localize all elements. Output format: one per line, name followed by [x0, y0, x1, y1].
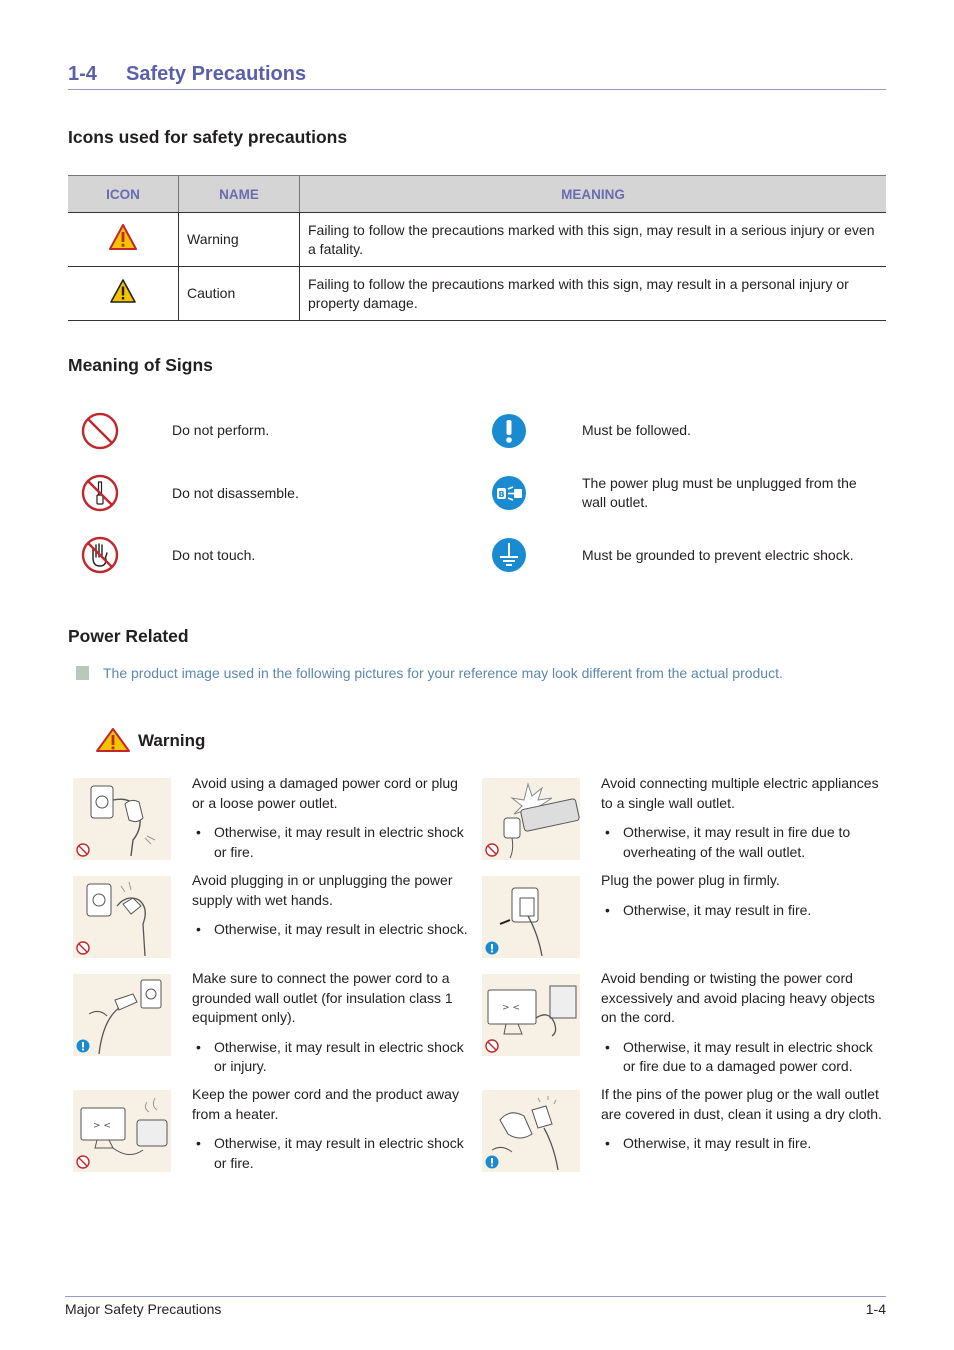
- row-meaning: Failing to follow the precautions marked with this sign, may result in a personal injury or property damage.: [300, 267, 887, 321]
- list-item: [192, 1085, 474, 1173]
- list-item: [601, 871, 883, 920]
- unplug-icon: [490, 474, 528, 512]
- header-icon: ICON: [68, 176, 179, 213]
- item-text: Avoid plugging in or unplugging the power supply with wet hands.: [192, 872, 453, 908]
- item-text: Make sure to connect the power cord to a grounded wall outlet (for insulation class 1 equipment only).: [192, 970, 453, 1025]
- must-follow-icon: [490, 412, 528, 450]
- no-disassemble-icon: [81, 474, 119, 512]
- ground-icon: [490, 536, 528, 574]
- table-row: [68, 213, 886, 267]
- prohibited-icon: [76, 1155, 90, 1169]
- item-text: If the pins of the power plug or the wall outlet are covered in dust, clean it using a dry cloth.: [601, 1086, 882, 1122]
- caution-triangle-icon: [110, 279, 136, 303]
- item-bullet: • Otherwise, it may result in electric shock or injury.: [192, 1038, 474, 1077]
- prohibited-icon: [485, 1039, 499, 1053]
- sign-text: Must be followed.: [582, 422, 691, 438]
- sign-text: Do not touch.: [172, 547, 256, 563]
- warning-label: Warning: [138, 731, 206, 750]
- svg-text:> <: > <: [502, 1003, 520, 1013]
- must-follow-icon: [485, 941, 499, 955]
- footer-left: Major Safety Precautions: [65, 1301, 222, 1317]
- item-text: Keep the power cord and the product away from a heater.: [192, 1086, 459, 1122]
- no-touch-icon: [81, 536, 119, 574]
- prohibited-icon: [76, 843, 90, 857]
- list-item: [601, 1085, 883, 1154]
- item-bullet: • Otherwise, it may result in electric shock or fire.: [192, 823, 474, 862]
- item-text: Avoid using a damaged power cord or plug or a loose power outlet.: [192, 775, 458, 811]
- sign-text: Do not perform.: [172, 422, 270, 438]
- warning-icon-cell: [68, 213, 179, 267]
- table-row: [68, 267, 886, 321]
- must-follow-icon: [76, 1039, 90, 1053]
- illustration-damaged-cord: [73, 778, 171, 860]
- illustration-heater: [73, 1090, 171, 1172]
- section-number: 1-4: [68, 63, 97, 85]
- illustration-wet-hands: [73, 876, 171, 958]
- note: [76, 665, 783, 681]
- page-number: 1-4: [865, 1301, 886, 1317]
- row-name: Caution: [179, 267, 300, 321]
- illustration-bent-cord: [482, 974, 580, 1056]
- icons-heading: Icons used for safety precautions: [68, 127, 348, 147]
- item-text: Plug the power plug in firmly.: [601, 872, 780, 888]
- note-text: The product image used in the following pictures for your reference may look different from the actual product.: [103, 665, 783, 681]
- item-bullet: • Otherwise, it may result in fire.: [601, 1134, 883, 1154]
- list-item: [192, 774, 474, 862]
- caution-icon-cell: [68, 267, 179, 321]
- sign-text: Must be grounded to prevent electric shock.: [582, 547, 854, 563]
- item-bullet: • Otherwise, it may result in electric shock or fire.: [192, 1134, 474, 1173]
- note-icon: [76, 666, 89, 680]
- title-divider: [68, 89, 886, 90]
- icons-table: [68, 175, 886, 321]
- illustration-multiple-plugs: [482, 778, 580, 860]
- item-bullet: • Otherwise, it may result in fire.: [601, 901, 883, 921]
- section-title-text: Safety Precautions: [126, 63, 307, 85]
- section-title: [68, 63, 306, 86]
- list-item: [192, 969, 474, 1077]
- row-name: Warning: [179, 213, 300, 267]
- item-bullet: • Otherwise, it may result in electric shock.: [192, 920, 474, 940]
- item-bullet: • Otherwise, it may result in electric shock or fire due to a damaged power cord.: [601, 1038, 883, 1077]
- list-item: [601, 969, 883, 1077]
- illustration-plug-firmly: [482, 876, 580, 958]
- list-item: [192, 871, 474, 940]
- sign-text: Do not disassemble.: [172, 485, 299, 501]
- icons-table-header: [68, 176, 886, 213]
- prohibited-icon: [81, 412, 119, 450]
- must-follow-icon: [485, 1155, 499, 1169]
- header-name: NAME: [179, 176, 300, 213]
- illustration-dusty-plug: [482, 1090, 580, 1172]
- signs-heading: Meaning of Signs: [68, 355, 213, 375]
- list-item: [601, 774, 883, 862]
- prohibited-icon: [76, 941, 90, 955]
- item-text: Avoid connecting multiple electric appliances to a single wall outlet.: [601, 775, 879, 811]
- sign-text: The power plug must be unplugged from the wall outlet.: [582, 475, 857, 510]
- item-bullet: • Otherwise, it may result in fire due to overheating of the wall outlet.: [601, 823, 883, 862]
- row-meaning: Failing to follow the precautions marked with this sign, may result in a serious injury or even a fatality.: [300, 213, 887, 267]
- item-text: Avoid bending or twisting the power cord excessively and avoid placing heavy objects on the cord.: [601, 970, 875, 1025]
- prohibited-icon: [485, 843, 499, 857]
- illustration-grounded-outlet: [73, 974, 171, 1056]
- header-meaning: MEANING: [300, 176, 887, 213]
- warning-triangle-icon: [109, 224, 137, 250]
- svg-text:> <: > <: [93, 1121, 111, 1131]
- warning-triangle-icon: [96, 728, 130, 752]
- power-heading: Power Related: [68, 626, 189, 646]
- svg-text:B: B: [498, 490, 505, 499]
- footer-divider: [65, 1296, 886, 1297]
